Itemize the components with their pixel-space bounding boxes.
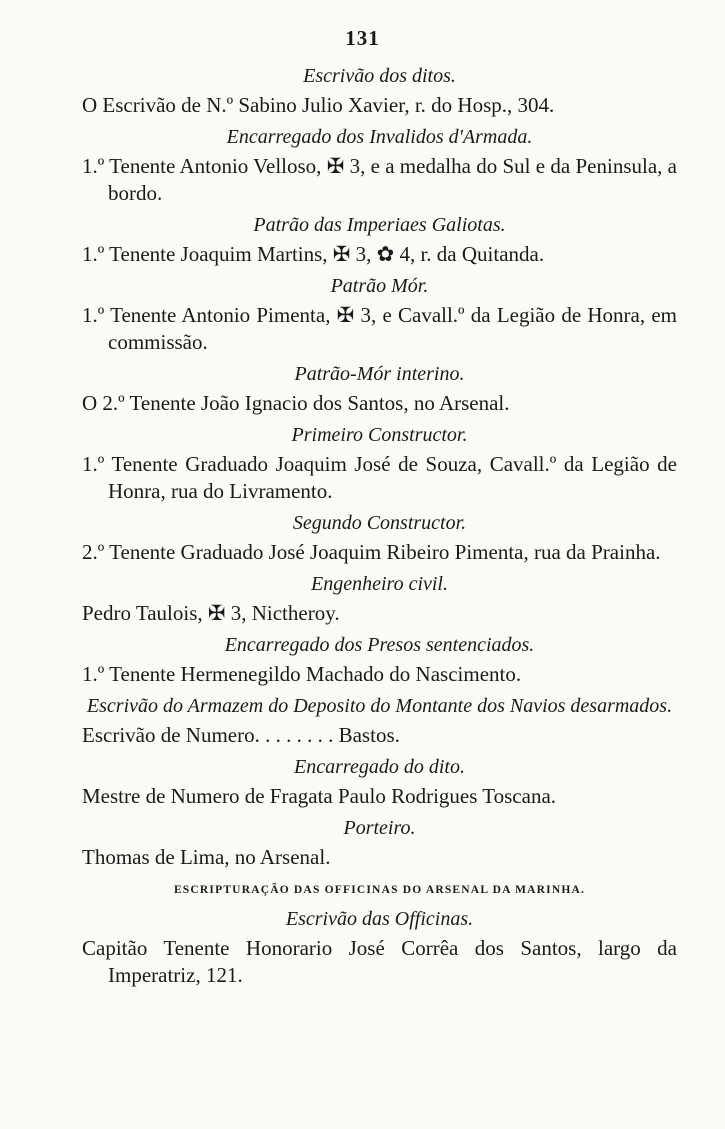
section-heading: Escrivão das Officinas. bbox=[285, 908, 474, 930]
list-entry: 1.º Tenente Joaquim Martins, ✠ 3, ✿ 4, r. da Quitanda. bbox=[82, 242, 545, 266]
section-heading: Patrão Mór. bbox=[330, 275, 429, 297]
section-heading: Encarregado do dito. bbox=[294, 756, 465, 778]
list-entry: Pedro Taulois, ✠ 3, Nictheroy. bbox=[82, 601, 340, 625]
section-heading: Escrivão do Armazem do Deposito do Montante dos Navios desarmados. bbox=[86, 695, 673, 717]
list-entry: O 2.º Tenente João Ignacio dos Santos, no Arsenal. bbox=[82, 391, 510, 415]
section-heading: Primeiro Constructor. bbox=[291, 424, 468, 446]
list-entry: 1.º Tenente Antonio Velloso, ✠ 3, e a medalha do Sul e da Peninsula, a bordo. bbox=[82, 154, 677, 205]
section-heading: Encarregado dos Presos sentenciados. bbox=[224, 634, 535, 656]
list-entry: Thomas de Lima, no Arsenal. bbox=[82, 845, 331, 869]
list-entry: 1.º Tenente Hermenegildo Machado do Nascimento. bbox=[82, 662, 522, 686]
list-entry: Escrivão de Numero. . . . . . . . Bastos. bbox=[82, 723, 400, 747]
list-entry: 1.º Tenente Graduado Joaquim José de Souza, Cavall.º da Legião de Honra, rua do Livramento. bbox=[82, 452, 677, 503]
page-number: 131 bbox=[345, 26, 380, 50]
section-heading: Porteiro. bbox=[343, 817, 416, 839]
section-heading: Segundo Constructor. bbox=[292, 512, 467, 534]
section-heading: Patrão-Mór interino. bbox=[294, 363, 465, 385]
list-entry: 2.º Tenente Graduado José Joaquim Ribeiro Pimenta, rua da Prainha. bbox=[82, 540, 661, 564]
list-entry: 1.º Tenente Antonio Pimenta, ✠ 3, e Cavall.º da Legião de Honra, em commissão. bbox=[82, 303, 677, 354]
text-column bbox=[82, 58, 677, 991]
section-title: ESCRIPTURAÇÃO DAS OFFICINAS DO ARSENAL DA MARINHA. bbox=[173, 884, 586, 896]
list-entry: Mestre de Numero de Fragata Paulo Rodrigues Toscana. bbox=[82, 784, 557, 808]
section-heading: Escrivão dos ditos. bbox=[303, 65, 456, 87]
list-entry: Capitão Tenente Honorario José Corrêa dos Santos, largo da Imperatriz, 121. bbox=[82, 936, 677, 987]
section-heading: Patrão das Imperiaes Galiotas. bbox=[253, 214, 506, 236]
section-heading: Engenheiro civil. bbox=[311, 573, 448, 595]
list-entry: O Escrivão de N.º Sabino Julio Xavier, r. do Hosp., 304. bbox=[82, 93, 555, 117]
section-heading: Encarregado dos Invalidos d'Armada. bbox=[226, 126, 533, 148]
